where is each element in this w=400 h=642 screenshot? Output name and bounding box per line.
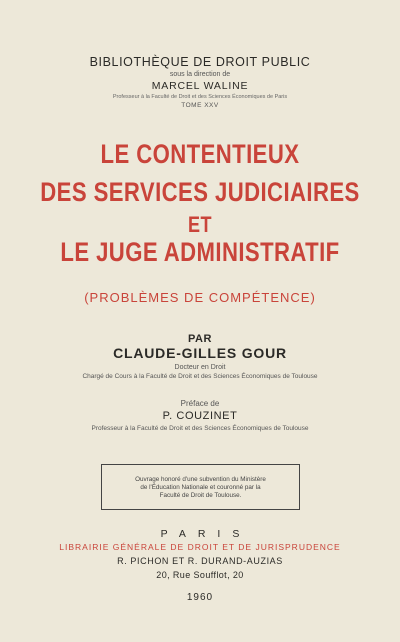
- publisher-owners: R. PICHON ET R. DURAND-AUZIAS: [117, 556, 283, 566]
- series-editor: MARCEL WALINE: [151, 80, 249, 92]
- book-title-line-1: LE CONTENTIEUX: [100, 139, 300, 169]
- author-title: Docteur en Droit: [174, 364, 226, 371]
- series-title: BIBLIOTHÈQUE DE DROIT PUBLIC: [89, 55, 311, 69]
- book-title-line-2: DES SERVICES JUDICIAIRES: [40, 177, 360, 207]
- series-direction: sous la direction de: [169, 71, 231, 78]
- imprint-city: PARIS: [160, 528, 252, 540]
- author-affiliation: Chargé de Cours à la Faculté de Droit et des Sciences Économiques de Toulouse: [82, 373, 318, 380]
- preface-author: P. COUZINET: [162, 410, 238, 422]
- publisher-address: 20, Rue Soufflot, 20: [156, 570, 244, 580]
- book-title-line-3: ET: [188, 212, 212, 237]
- book-title-line-4: LE JUGE ADMINISTRATIF: [60, 237, 340, 267]
- award-line-2: de l'Éducation Nationale et couronné par la: [140, 483, 261, 491]
- preface-label: Préface de: [180, 399, 220, 408]
- author-name: CLAUDE-GILLES GOUR: [113, 345, 287, 361]
- series-volume: TOME XXV: [181, 102, 219, 109]
- publisher-name: LIBRAIRIE GÉNÉRALE DE DROIT ET DE JURISPRUDENCE: [59, 542, 341, 552]
- by-label: PAR: [188, 333, 212, 345]
- award-notice-box: [101, 464, 300, 510]
- series-editor-affiliation: Professeur à la Faculté de Droit et des Sciences Économiques de Paris: [112, 94, 288, 100]
- preface-affiliation: Professeur à la Faculté de Droit et des Sciences Économiques de Toulouse: [91, 425, 309, 432]
- book-subtitle: (PROBLÈMES DE COMPÉTENCE): [84, 290, 316, 305]
- award-line-1: Ouvrage honoré d'une subvention du Ministère: [135, 475, 266, 483]
- publication-year: 1960: [186, 592, 214, 603]
- award-line-3: Faculté de Droit de Toulouse.: [159, 491, 242, 499]
